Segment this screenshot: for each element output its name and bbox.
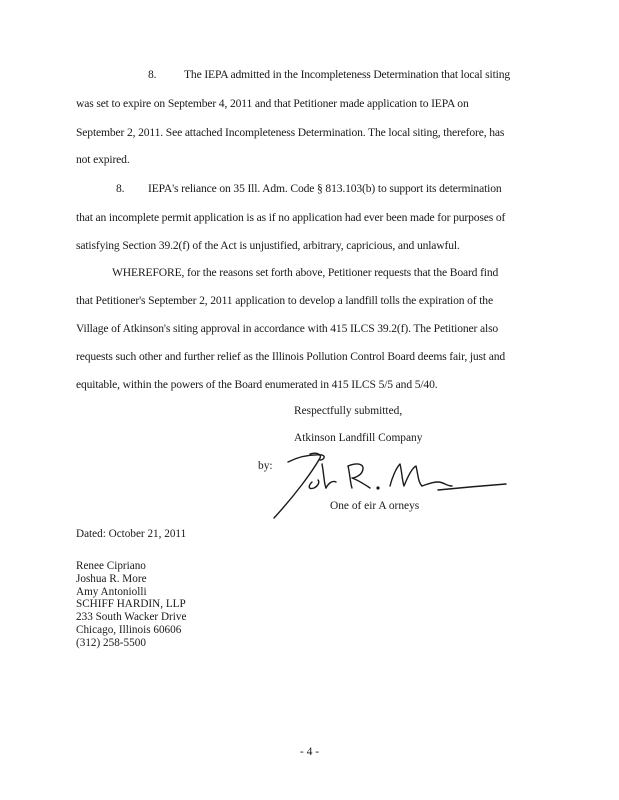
address-line: SCHIFF HARDIN, LLP [76,598,186,610]
page-number: - 4 - [299,745,320,758]
respectfully-submitted: Respectfully submitted, [294,405,403,417]
wherefore-line: that Petitioner's September 2, 2011 application to develop a landfill tolls the expiration of the [76,294,493,307]
address-line: Joshua R. More [76,573,147,585]
paragraph-line: that an incomplete permit application is as if no application had ever been made for purposes of [76,211,506,224]
by-label: by: [258,460,273,472]
dated-line: Dated: October 21, 2011 [76,528,187,540]
wherefore-line: WHEREFORE, for the reasons set forth above, Petitioner requests that the Board find [112,266,499,279]
paragraph-line: not expired. [76,153,130,166]
paragraph-line: The IEPA admitted in the Incompleteness Determination that local siting [184,68,511,81]
address-line: Renee Cipriano [76,560,146,572]
handwritten-signature [262,448,512,528]
signature-caption: One of eir A orneys [330,500,420,512]
wherefore-line: requests such other and further relief as the Illinois Pollution Control Board deems fair, just and [76,350,506,363]
paragraph-line: IEPA's reliance on 35 Ill. Adm. Code § 813.103(b) to support its determination [148,182,502,195]
paragraph-line: satisfying Section 39.2(f) of the Act is unjustified, arbitrary, capricious, and unlawful. [76,239,460,252]
address-line: 233 South Wacker Drive [76,611,187,623]
address-line: Amy Antoniolli [76,586,147,598]
paragraph-number: 8. [116,182,125,195]
address-line: (312) 258-5500 [76,637,146,649]
wherefore-line: equitable, within the powers of the Board enumerated in 415 ILCS 5/5 and 5/40. [76,378,438,391]
company-name: Atkinson Landfill Company [294,432,423,444]
paragraph-line: was set to expire on September 4, 2011 and that Petitioner made application to IEPA on [76,97,469,110]
paragraph-number: 8. [148,68,157,81]
paragraph-line: September 2, 2011. See attached Incompleteness Determination. The local siting, therefore, has [76,126,505,139]
address-line: Chicago, Illinois 60606 [76,624,182,636]
wherefore-line: Village of Atkinson's siting approval in accordance with 415 ILCS 39.2(f). The Petitioner also [76,322,499,335]
